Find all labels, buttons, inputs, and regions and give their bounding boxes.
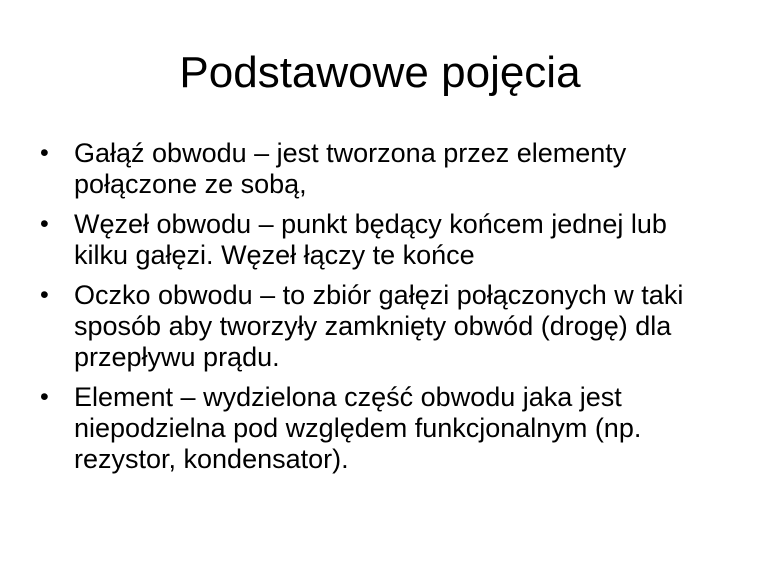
bullet-item-wezel: [38, 209, 728, 271]
bullet-icon: •: [40, 139, 49, 167]
slide-title: Podstawowe pojęcia: [179, 48, 581, 97]
bullet-text: Element – wydzielona część obwodu jaka jest niepodzielna pod względem funkcjonalnym (np. rezystor, kondensator).: [74, 382, 642, 474]
bullet-text: Gałąź obwodu – jest tworzona przez elementy połączone ze sobą,: [74, 138, 627, 199]
bullet-item-galaz: [38, 138, 728, 200]
bullet-icon: •: [40, 383, 49, 411]
bullet-text: Oczko obwodu – to zbiór gałęzi połączonych w taki sposób aby tworzyły zamknięty obwód (drogę) dla przepływu prądu.: [74, 280, 684, 372]
bullet-text: Węzeł obwodu – punkt będący końcem jednej lub kilku gałęzi. Węzeł łączy te końce: [74, 209, 667, 270]
bullet-icon: •: [40, 210, 49, 238]
bullet-icon: •: [40, 281, 49, 309]
bullet-item-oczko: [38, 280, 728, 373]
bullet-list: [38, 138, 728, 484]
bullet-item-element: [38, 382, 728, 475]
